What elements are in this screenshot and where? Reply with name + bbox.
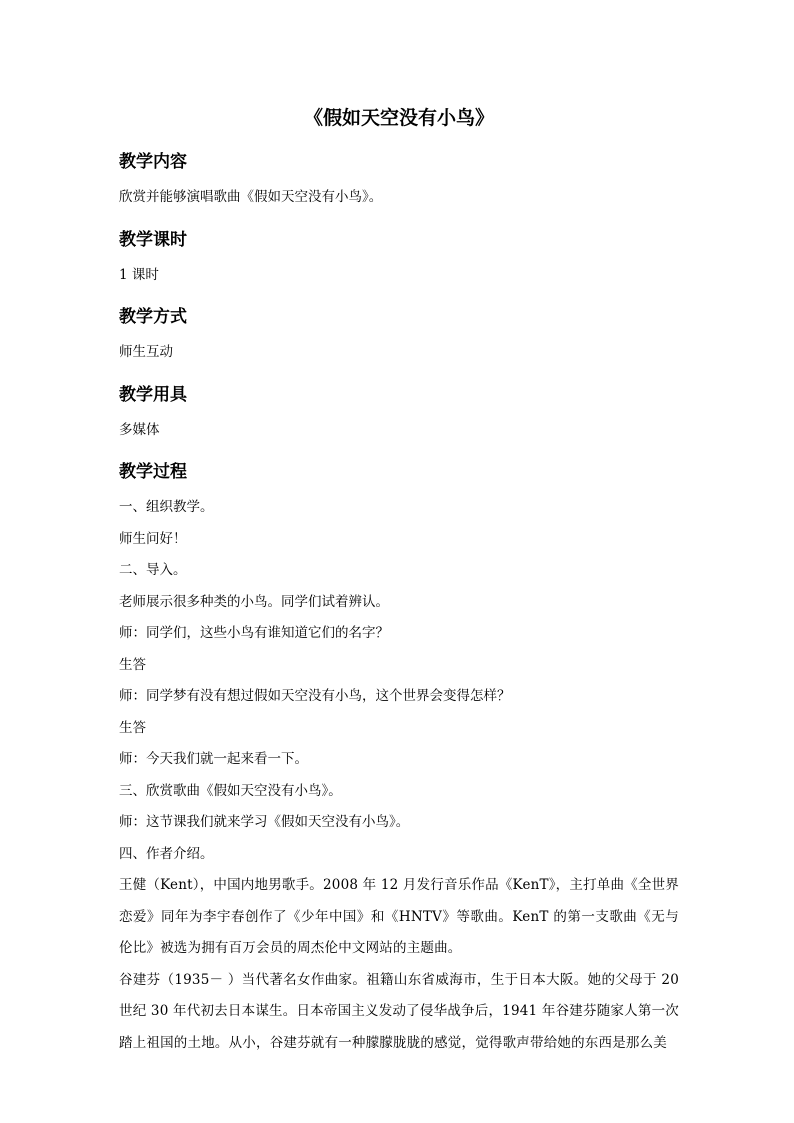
section-text: 师生互动 (119, 344, 173, 360)
process-line: 三、欣赏歌曲《假如天空没有小鸟》。 (119, 782, 342, 799)
author-paragraph-gu-jianfen: 谷建芬（1935－ ）当代著名女作曲家。祖籍山东省威海市，生于日本大阪。她的父母于 20 世纪 30 年代初去日本谋生。日本帝国主义发动了侵华战争后，1941 年谷建芬随家人第一次踏上祖国的土地。从小，谷建芬就有一种朦朦胧胧的感觉，觉得歌声带给她的东西是那么美 (119, 971, 679, 1051)
process-line: 生答 (119, 656, 146, 673)
section-teaching-process (119, 454, 679, 1059)
section-heading: 教学用具 (119, 384, 187, 405)
section-teaching-content (119, 144, 679, 214)
process-content (119, 492, 679, 1059)
author-paragraph-kent: 王健（Kent），中国内地男歌手。2008 年 12 月发行音乐作品《KenT》，主打单曲《全世界恋爱》同年为李宇春创作了《少年中国》和《HNTV》等歌曲。KenT 的第一支歌曲《无与伦比》被选为拥有百万会员的周杰伦中文网站的主题曲。 (119, 877, 679, 956)
section-text: 多媒体 (119, 421, 160, 438)
section-heading: 教学内容 (119, 152, 187, 172)
process-line: 生答 (119, 719, 146, 736)
process-line: 师：同学梦有没有想过假如天空没有小鸟，这个世界会变得怎样？ (119, 688, 511, 704)
section-text: 1 课时 (119, 266, 159, 283)
section-class-hours (119, 222, 679, 292)
section-heading: 教学方式 (119, 307, 187, 327)
process-line: 老师展示很多种类的小鸟。同学们试着辨认。 (119, 593, 389, 610)
process-line: 师：这节课我们就来学习《假如天空没有小鸟》。 (119, 814, 410, 830)
process-line: 四、作者介绍。 (119, 845, 214, 862)
process-line: 一、组织教学。 (119, 499, 214, 515)
section-heading: 教学课时 (119, 229, 187, 250)
section-teaching-method (119, 299, 679, 369)
process-line: 师生问好！ (119, 530, 187, 547)
section-teaching-tools (119, 377, 679, 447)
process-line: 师：今天我们就一起来看一下。 (119, 751, 308, 767)
section-heading: 教学过程 (119, 462, 187, 482)
process-line: 二、导入。 (119, 562, 187, 578)
document-title: 《假如天空没有小鸟》 (303, 107, 494, 129)
document-body (119, 100, 679, 1059)
section-text: 欣赏并能够演唱歌曲《假如天空没有小鸟》。 (119, 189, 383, 205)
process-line: 师：同学们，这些小鸟有谁知道它们的名字？ (119, 625, 389, 641)
